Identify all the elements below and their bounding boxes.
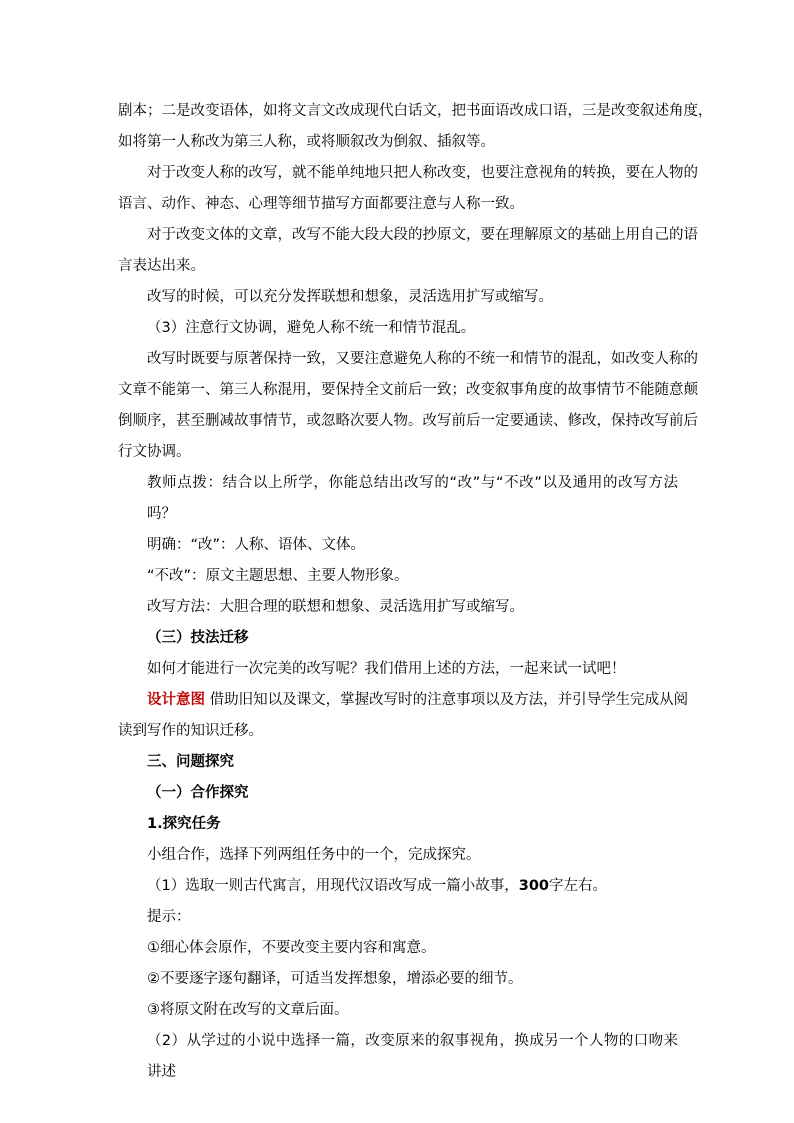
paragraph-11: 如何才能进行一次完美的改写呢？我们借用上述的方法，一起来试一试吧！ [147, 661, 626, 677]
text-line: 行文协调。 [118, 444, 191, 460]
text-line: 改写时既要与原著保持一致，又要注意避免人称的不统一和情节的混乱，如改变人称的 [147, 351, 698, 367]
paragraph-1 [118, 96, 713, 158]
word-count: 300 [518, 878, 550, 894]
paragraph-12 [118, 685, 689, 747]
heading-problem-inquiry: 三、问题探究 [147, 754, 234, 770]
paragraph-15: 提示： [147, 909, 191, 925]
paragraph-5: （3）注意行文协调，避免人称不统一和情节混乱。 [147, 320, 476, 336]
paragraph-3 [118, 220, 698, 282]
paragraph-4: 改写的时候，可以充分发挥联想和想象，灵活选用扩写或缩写。 [147, 289, 553, 305]
design-intent-label: 设计意图 [147, 692, 205, 708]
text-line: 倒顺序，甚至删减故事情节，或忽略次要人物。改写前后一定要通读、修改，保持改写前后 [118, 413, 698, 429]
paragraph-19: （2）从学过的小说中选择一篇，改变原来的叙事视角，换成另一个人物的口吻来讲述 [147, 1033, 678, 1080]
text-line: 文章不能第一、第三人称混用，要保持全文前后一致；改变叙事角度的故事情节不能随意颠 [118, 382, 698, 398]
text-line: 语言、动作、神态、心理等细节描写方面都要注意与人称一致。 [118, 196, 524, 212]
paragraph-9: “不改”：原文主题思想、主要人物形象。 [147, 568, 409, 584]
text-line: 剧本；二是改变语体，如将文言文改成现代白话文，把书面语改成口语，三是改变叙述角度， [118, 103, 713, 119]
text-span: 借助旧知以及课文，掌握改写时的注意事项以及方法，并引导学生完成从阅 [209, 692, 689, 708]
text-line: 如将第一人称改为第三人称，或将顺叙改为倒叙、插叙等。 [118, 134, 495, 150]
text-line: 对于改变人称的改写，就不能单纯地只把人称改变，也要注意视角的转换，要在人物的 [147, 165, 698, 181]
paragraph-7: 教师点拨：结合以上所学，你能总结出改写的“改”与“不改”以及通用的改写方法吗？ [147, 475, 678, 522]
paragraph-6 [118, 344, 698, 468]
paragraph-17: ②不要逐字逐句翻译，可适当发挥想象，增添必要的细节。 [147, 971, 523, 987]
text-line [118, 685, 689, 716]
paragraph-16: ①细心体会原作，不要改变主要内容和寓意。 [147, 940, 436, 956]
document-page [118, 96, 713, 1088]
text-span: 字左右。 [549, 878, 608, 894]
text-line: 读到写作的知识迁移。 [118, 723, 263, 739]
heading-inquiry-task: 1.探究任务 [147, 816, 221, 832]
paragraph-8: 明确：“改”：人称、语体、文体。 [147, 537, 366, 553]
text-line: 对于改变文体的文章，改写不能大段大段的抄原文，要在理解原文的基础上用自己的语 [147, 227, 698, 243]
paragraph-10: 改写方法：大胆合理的联想和想象、灵活选用扩写或缩写。 [147, 599, 524, 615]
heading-cooperative-inquiry: （一）合作探究 [147, 785, 249, 801]
text-span: （1）选取一则古代寓言，用现代汉语改写成一篇小故事， [147, 878, 519, 894]
paragraph-2 [118, 158, 698, 220]
paragraph-13: 小组合作，选择下列两组任务中的一个，完成探究。 [147, 847, 481, 863]
paragraph-18: ③将原文附在改写的文章后面。 [147, 1002, 349, 1018]
paragraph-14 [118, 871, 678, 902]
text-line: 言表达出来。 [118, 258, 205, 274]
heading-technique-transfer: （三）技法迁移 [147, 630, 249, 646]
